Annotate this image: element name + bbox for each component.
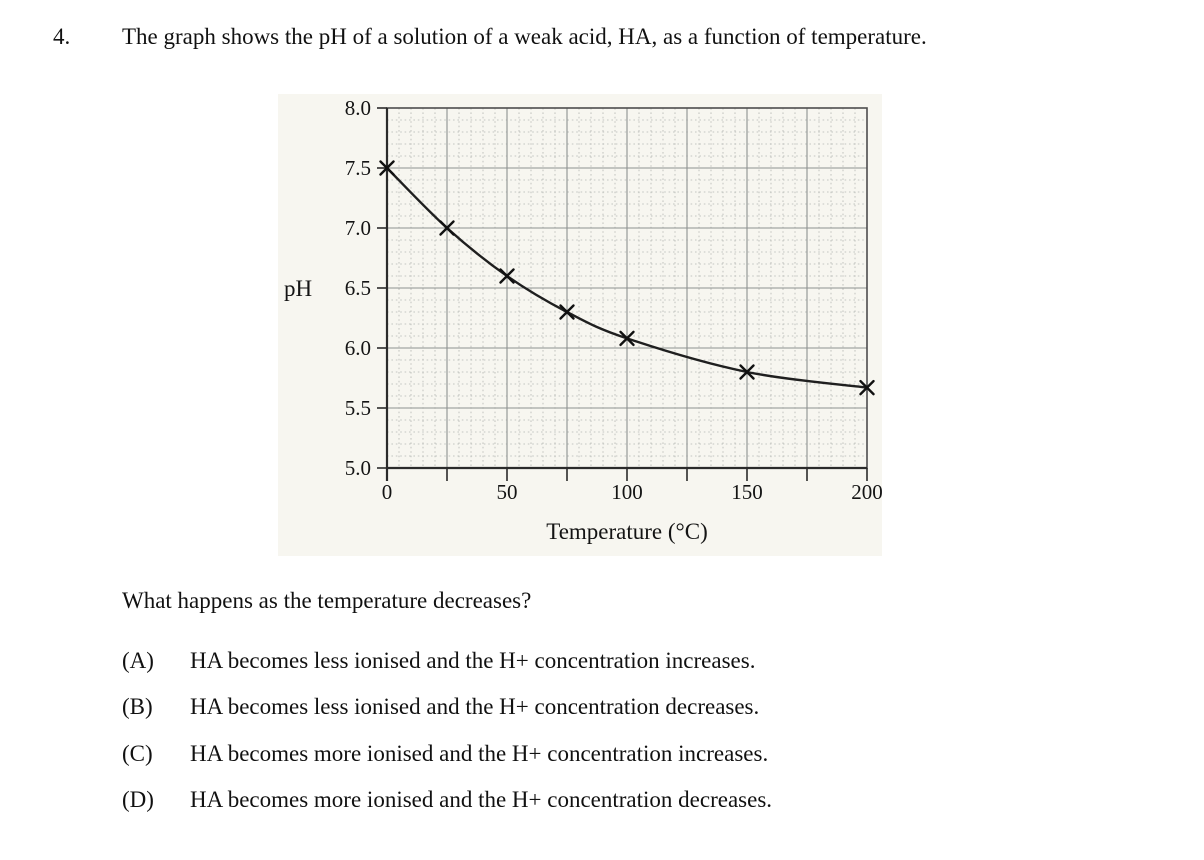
ph-temperature-graph <box>278 94 882 556</box>
svg-text:7.0: 7.0 <box>344 216 371 240</box>
option-label-d: (D) <box>122 787 154 812</box>
svg-text:pH: pH <box>284 276 313 301</box>
question-prompt: What happens as the temperature decreases? <box>122 588 532 613</box>
x-tick-labels <box>382 480 882 504</box>
option-label-a: (A) <box>122 648 154 673</box>
svg-text:100: 100 <box>611 480 643 504</box>
svg-text:150: 150 <box>731 480 763 504</box>
svg-text:5.5: 5.5 <box>344 396 371 420</box>
option-text-d: HA becomes more ionised and the H+ concentration decreases. <box>190 787 773 812</box>
svg-text:6.5: 6.5 <box>344 276 371 300</box>
question-number: 4. <box>53 24 71 49</box>
svg-text:8.0: 8.0 <box>344 96 371 120</box>
axis-ticks <box>377 108 867 481</box>
svg-text:200: 200 <box>851 480 882 504</box>
option-text-c: HA becomes more ionised and the H+ concentration increases. <box>190 741 769 766</box>
svg-text:50: 50 <box>496 480 518 504</box>
svg-text:7.5: 7.5 <box>344 156 371 180</box>
temperature-axis-label <box>546 519 707 544</box>
option-text-b: HA becomes less ionised and the H+ concentration decreases. <box>190 694 760 719</box>
svg-text:6.0: 6.0 <box>344 336 371 360</box>
ph-axis-label <box>284 276 312 301</box>
option-text-a: HA becomes less ionised and the H+ concentration increases. <box>190 648 756 673</box>
svg-text:5.0: 5.0 <box>344 456 371 480</box>
option-label-b: (B) <box>122 694 153 719</box>
y-tick-labels <box>345 96 371 480</box>
svg-text:Temperature (°C): Temperature (°C) <box>546 519 708 544</box>
ph-temperature-chart-svg <box>278 94 882 556</box>
question-text: The graph shows the pH of a solution of a weak acid, HA, as a function of temperature. <box>122 24 927 49</box>
option-row-d <box>122 786 772 814</box>
option-row-c <box>122 740 768 768</box>
option-row-a <box>122 647 755 675</box>
svg-text:0: 0 <box>381 480 393 504</box>
option-row-b <box>122 693 759 721</box>
option-label-c: (C) <box>122 741 153 766</box>
